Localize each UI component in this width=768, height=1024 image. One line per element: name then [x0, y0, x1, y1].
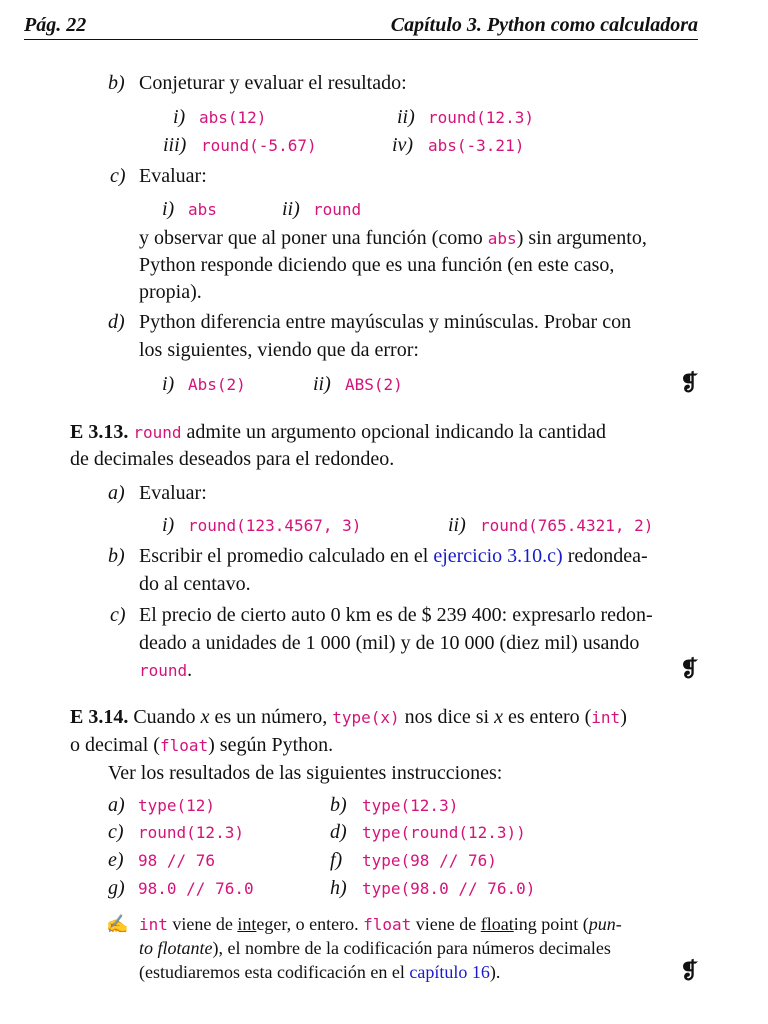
sub-label: b)	[330, 794, 347, 816]
code-snippet: type(12.3)	[362, 796, 459, 815]
item-label: a)	[108, 482, 125, 504]
item-text: Evaluar:	[139, 165, 207, 187]
end-of-exercise-icon: ❡	[680, 370, 699, 395]
sub-label: ii)	[313, 373, 331, 395]
chapter-title: Capítulo 3. Python como calculadora	[390, 14, 698, 36]
paragraph-line: Ver los resultados de las siguientes instrucciones:	[108, 762, 503, 784]
item-text: Evaluar:	[139, 482, 207, 504]
note-line: to flotante), el nombre de la codificación para números decimales	[139, 938, 611, 958]
paragraph-line: los siguientes, viendo que da error:	[139, 339, 419, 361]
code-snippet: type(12)	[138, 796, 216, 815]
code-snippet: round(123.4567, 3)	[188, 516, 362, 535]
exercise-heading: E 3.13. round admite un argumento opcional indicando la cantidad	[70, 421, 607, 443]
item-label: d)	[108, 311, 125, 333]
paragraph-line: Escribir el promedio calculado en el ejercicio 3.10.c) redondea-	[139, 545, 648, 567]
item-label: c)	[110, 165, 126, 187]
sub-label: i)	[173, 106, 186, 128]
code-snippet: abs	[188, 200, 217, 219]
item-label: b)	[108, 72, 125, 94]
sub-label: ii)	[448, 514, 466, 536]
sub-label: f)	[330, 849, 343, 871]
paragraph-line: deado a unidades de 1 000 (mil) y de 10 000 (diez mil) usando	[139, 632, 640, 654]
exercise-heading: E 3.14. Cuando x es un número, type(x) nos dice si x es entero (int)	[70, 706, 627, 728]
code-snippet: round	[313, 200, 362, 219]
end-of-exercise-icon: ❡	[680, 656, 699, 681]
item-label: c)	[110, 604, 126, 626]
code-snippet: abs(12)	[199, 108, 267, 127]
paragraph-line: de decimales deseados para el redondeo.	[70, 448, 395, 470]
code-snippet: type(98 // 76)	[362, 851, 497, 870]
item-text: Conjeturar y evaluar el resultado:	[139, 72, 407, 94]
sub-label: i)	[162, 514, 175, 536]
sub-label: i)	[162, 373, 175, 395]
paragraph-line: Python responde diciendo que es una función (en este caso,	[139, 254, 615, 276]
sub-label: h)	[330, 877, 347, 899]
code-snippet: Abs(2)	[188, 375, 246, 394]
paragraph-line: round.	[139, 659, 193, 681]
header-rule	[24, 39, 698, 40]
note-line: (estudiaremos esta codificación en el capítulo 16).	[139, 962, 501, 982]
code-snippet: round(12.3)	[138, 823, 244, 842]
paragraph-line: o decimal (float) según Python.	[70, 734, 334, 756]
paragraph-line: El precio de cierto auto 0 km es de $ 239 400: expresarlo redon-	[139, 604, 653, 626]
paragraph-line: Python diferencia entre mayúsculas y minúsculas. Probar con	[139, 311, 632, 333]
sub-label: iv)	[392, 134, 414, 156]
exercise-link[interactable]: ejercicio 3.10.c)	[433, 545, 563, 567]
sub-label: d)	[330, 821, 347, 843]
code-snippet: type(round(12.3))	[362, 823, 526, 842]
sub-label: ii)	[397, 106, 415, 128]
code-snippet: abs(-3.21)	[428, 136, 525, 155]
code-snippet: round(-5.67)	[201, 136, 317, 155]
writing-hand-icon: ✍	[106, 914, 129, 934]
code-snippet: round(765.4321, 2)	[480, 516, 654, 535]
sub-label: a)	[108, 794, 125, 816]
code-snippet: ABS(2)	[345, 375, 403, 394]
code-snippet: 98.0 // 76.0	[138, 879, 254, 898]
paragraph-line: propia).	[139, 281, 202, 303]
sub-label: e)	[108, 849, 124, 871]
page-number: Pág. 22	[24, 14, 87, 36]
sub-label: g)	[108, 877, 125, 899]
item-label: b)	[108, 545, 125, 567]
code-snippet: round(12.3)	[428, 108, 534, 127]
paragraph-line: y observar que al poner una función (como abs) sin argumento,	[139, 227, 647, 249]
sub-label: c)	[108, 821, 124, 843]
chapter-link[interactable]: capítulo 16	[409, 962, 490, 982]
end-of-exercise-icon: ❡	[680, 958, 699, 983]
paragraph-line: do al centavo.	[139, 573, 251, 595]
code-snippet: 98 // 76	[138, 851, 216, 870]
sub-label: ii)	[282, 198, 300, 220]
note-line: int viene de integer, o entero. float viene de floating point (pun-	[139, 914, 622, 934]
code-snippet: type(98.0 // 76.0)	[362, 879, 536, 898]
sub-label: iii)	[163, 134, 187, 156]
sub-label: i)	[162, 198, 175, 220]
